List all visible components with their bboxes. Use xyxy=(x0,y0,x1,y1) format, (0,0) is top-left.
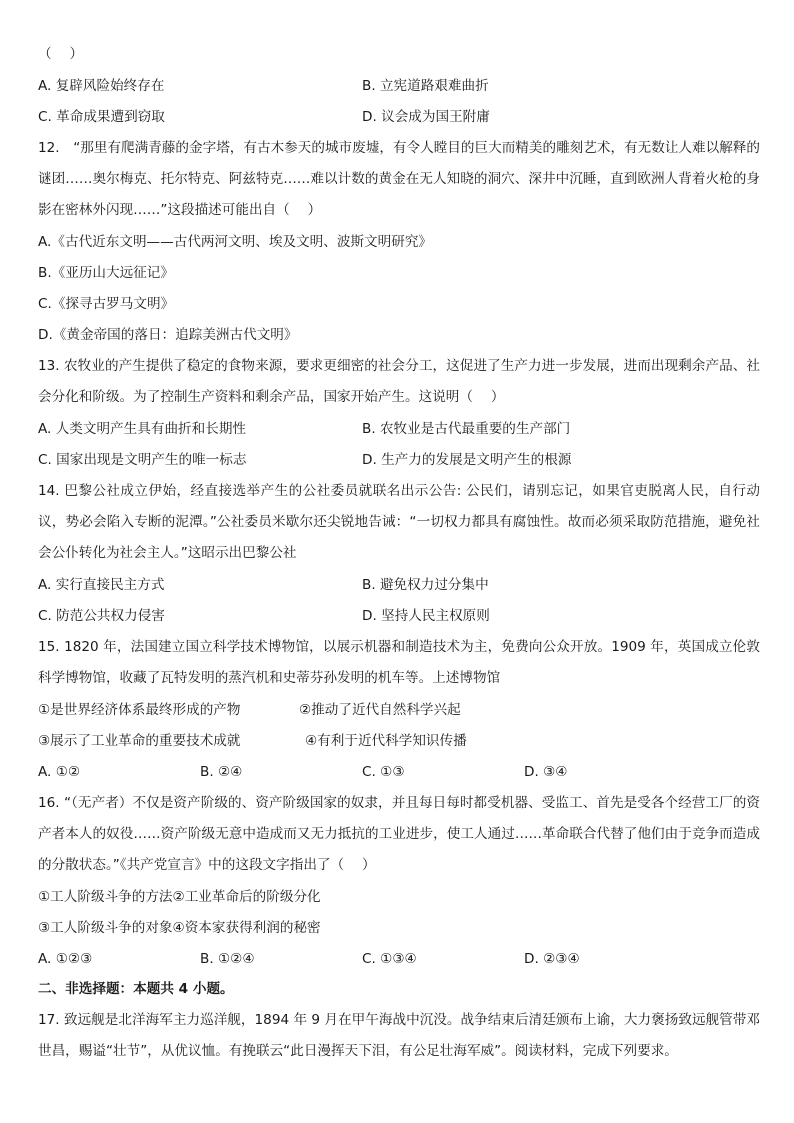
q13-option-b: B. 农牧业是古代最重要的生产部门 xyxy=(362,421,571,437)
q15-item-2: ②推动了近代自然科学兴起 xyxy=(299,702,461,718)
q16-option-c: C. ①③④ xyxy=(362,951,417,967)
q16-option-b: B. ①②④ xyxy=(200,951,255,967)
q13-option-c: C. 国家出现是文明产生的唯一标志 xyxy=(38,452,247,468)
q12-option-d: D.《黄金帝国的落日：追踪美洲古代文明》 xyxy=(38,327,298,343)
q15-item-3: ③展示了工业革命的重要技术成就 xyxy=(38,733,241,749)
q11-option-b: B. 立宪道路艰难曲折 xyxy=(362,78,489,94)
section-heading: 二、非选择题：本题共 4 小题。 xyxy=(38,981,234,997)
q16-stem: 16. “（无产者）不仅是资产阶级的、资产阶级国家的奴隶，并且每日每时都受机器、受监工、首先是受各个经营工厂的资产者本人的奴役……资产阶级无意中造成而又无力抵抗的工业进步，使工人通过……革命联合代替了他们由于竞争而造成的分散状态。”《共产党宣言》中的这段文字指出了（ ） xyxy=(38,795,760,873)
q15-option-a: A. ①② xyxy=(38,764,81,780)
q12-option-b: B.《亚历山大远征记》 xyxy=(38,265,174,281)
q16-items-line-1: ①工人阶级斗争的方法②工业革命后的阶级分化 xyxy=(38,889,321,905)
q15-option-b: B. ②④ xyxy=(200,764,243,780)
q14-option-b: B. 避免权力过分集中 xyxy=(362,577,489,593)
q13-option-a: A. 人类文明产生具有曲折和长期性 xyxy=(38,421,247,437)
q14-option-c: C. 防范公共权力侵害 xyxy=(38,608,165,624)
q13-option-d: D. 生产力的发展是文明产生的根源 xyxy=(362,452,572,468)
q15-item-1: ①是世界经济体系最终形成的产物 xyxy=(38,702,241,718)
q13-stem: 13. 农牧业的产生提供了稳定的食物来源，要求更细密的社会分工，这促进了生产力进一步发展，进而出现剩余产品、社会分化和阶级。为了控制生产资料和剩余产品，国家开始产生。这说明（ ） xyxy=(38,358,760,405)
q16-option-a: A. ①②③ xyxy=(38,951,93,967)
q14-stem: 14. 巴黎公社成立伊始，经直接选举产生的公社委员就联名出示公告: 公民们，请别忘记，如果官吏脱离人民，自行动议，势必会陷入专断的泥潭。”公社委员米歇尔还尖锐地告诫：“一切权力都具有腐蚀性。故而必须采取防范措施，避免社会公仆转化为社会主人。”这昭示出巴黎公社 xyxy=(38,483,760,561)
q12-option-c: C.《探寻古罗马文明》 xyxy=(38,296,175,312)
q11-option-c: C. 革命成果遭到窃取 xyxy=(38,109,165,125)
q15-option-d: D. ③④ xyxy=(524,764,568,780)
q16-option-d: D. ②③④ xyxy=(524,951,580,967)
q12-stem: 12. “那里有爬满青藤的金字塔，有古木参天的城市废墟，有令人瞠目的巨大而精美的雕刻艺术，有无数让人难以解释的谜团……奥尔梅克、托尔特克、阿兹特克……难以计数的黄金在无人知晓的洞穴、深井中沉睡，直到欧洲人背着火枪的身影在密林外闪现……”这段描述可能出自（ ） xyxy=(38,140,760,218)
q11-answer-blank: （ ） xyxy=(38,46,84,62)
q17-stem: 17. 致远舰是北洋海军主力巡洋舰，1894 年 9 月在甲午海战中沉没。战争结束后清廷颁布上谕，大力褒扬致远舰管带邓世昌，赐谥“壮节”，从优议恤。有挽联云“此日漫挥天下泪，有公足壮海军威”。阅读材料，完成下列要求。 xyxy=(38,1012,760,1059)
q11-option-d: D. 议会成为国王附庸 xyxy=(362,109,490,125)
q12-option-a: A.《古代近东文明——古代两河文明、埃及文明、波斯文明研究》 xyxy=(38,234,433,250)
q14-option-d: D. 坚持人民主权原则 xyxy=(362,608,490,624)
q14-option-a: A. 实行直接民主方式 xyxy=(38,577,165,593)
q15-stem: 15. 1820 年，法国建立国立科学技术博物馆，以展示机器和制造技术为主，免费向公众开放。1909 年，英国成立伦敦科学博物馆，收藏了瓦特发明的蒸汽机和史蒂芬孙发明的机车等。上述博物馆 xyxy=(38,639,760,686)
q15-option-c: C. ①③ xyxy=(362,764,405,780)
q15-item-4: ④有利于近代科学知识传播 xyxy=(305,733,467,749)
q16-items-line-2: ③工人阶级斗争的对象④资本家获得利润的秘密 xyxy=(38,920,321,936)
q11-option-a: A. 复辟风险始终存在 xyxy=(38,78,165,94)
